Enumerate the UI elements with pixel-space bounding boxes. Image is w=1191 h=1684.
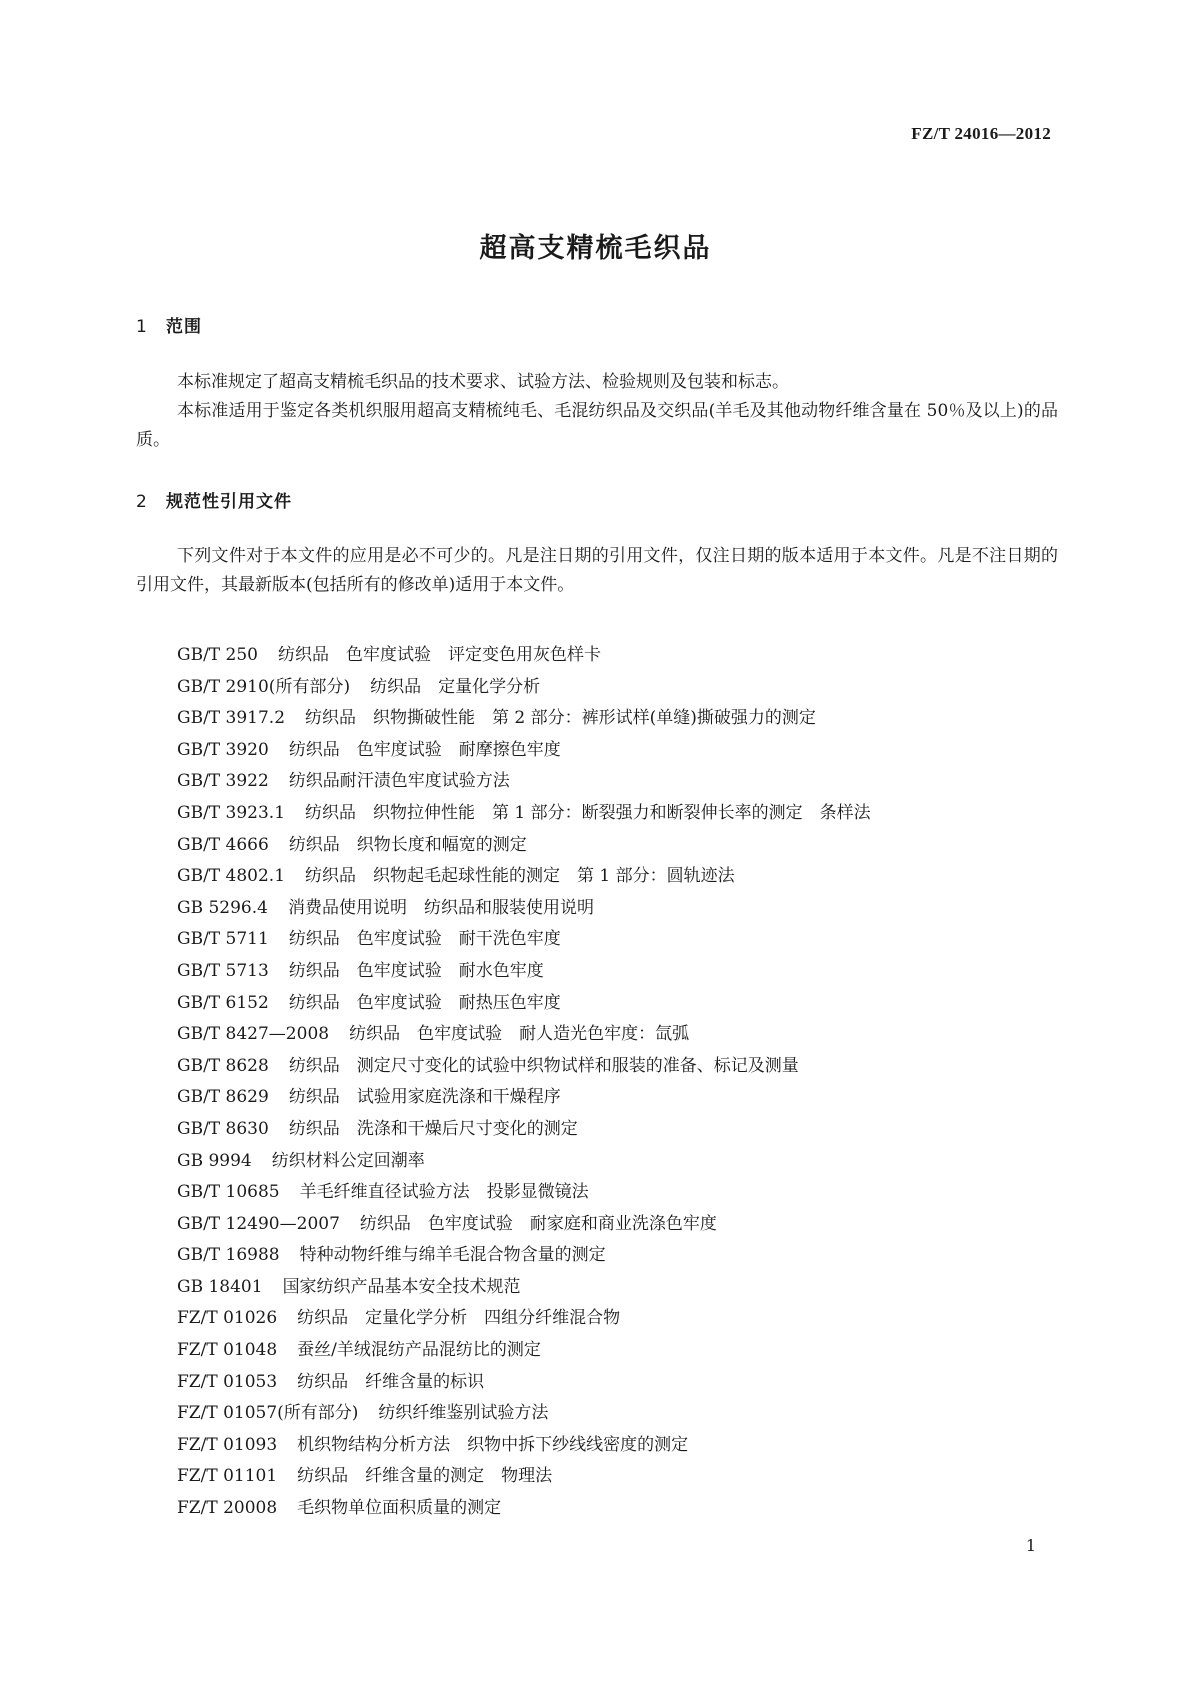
reference-title: 纺织品 织物拉伸性能 第 1 部分：断裂强力和断裂伸长率的测定 条样法: [305, 802, 871, 823]
reference-item: [177, 1114, 871, 1146]
reference-title: 特种动物纤维与绵羊毛混合物含量的测定: [299, 1245, 606, 1266]
document-title: 超高支精梳毛织品: [479, 233, 712, 264]
reference-item: [177, 672, 871, 704]
reference-item: [177, 830, 871, 862]
reference-item: [177, 735, 871, 767]
reference-code: GB/T 250: [177, 645, 258, 665]
reference-item: [177, 640, 871, 672]
reference-code: GB 5296.4: [177, 897, 268, 918]
reference-code: GB 9994: [177, 1150, 252, 1171]
reference-code: GB/T 5713: [177, 960, 269, 981]
reference-code: GB/T 4666: [177, 834, 269, 855]
reference-title: 毛织物单位面积质量的测定: [297, 1498, 502, 1519]
reference-title: 纺织品 织物起毛起球性能的测定 第 1 部分：圆轨迹法: [305, 866, 735, 887]
scope-paragraph-2: 本标准适用于鉴定各类机织服用超高支精梳纯毛、毛混纺织品及交织品(羊毛及其他动物纤维含量在 50％及以上)的品质。: [136, 401, 1058, 450]
reference-code: GB/T 4802.1: [177, 866, 286, 887]
reference-title: 消费品使用说明 纺织品和服装使用说明: [287, 897, 594, 918]
reference-item: [177, 1146, 871, 1178]
reference-code: GB/T 12490—2007: [177, 1213, 340, 1234]
reference-title: 国家纺织产品基本安全技术规范: [282, 1276, 521, 1297]
reference-title: 纺织品 定量化学分析: [370, 676, 541, 697]
section-title: 规范性引用文件: [166, 492, 292, 512]
reference-title: 纺织品 定量化学分析 四组分纤维混合物: [297, 1308, 621, 1329]
reference-code: GB/T 8629: [177, 1087, 269, 1108]
reference-title: 纺织品 色牢度试验 耐热压色牢度: [288, 992, 561, 1013]
reference-title: 机织物结构分析方法 织物中拆下纱线线密度的测定: [297, 1434, 689, 1455]
reference-title: 羊毛纤维直径试验方法 投影显微镜法: [299, 1182, 589, 1203]
reference-code: GB/T 6152: [177, 992, 269, 1013]
reference-item: [177, 861, 871, 893]
reference-code: FZ/T 20008: [177, 1498, 278, 1519]
reference-item: [177, 1177, 871, 1209]
reference-title: 蚕丝/羊绒混纺产品混纺比的测定: [297, 1340, 541, 1361]
reference-code: GB/T 5711: [177, 929, 269, 950]
reference-code: GB/T 10685: [177, 1182, 280, 1203]
reference-code: FZ/T 01057(所有部分): [177, 1403, 359, 1424]
reference-code: GB/T 3920: [177, 739, 269, 760]
section-number: 2: [136, 492, 148, 512]
references-intro-paragraph: 下列文件对于本文件的应用是必不可少的。凡是注日期的引用文件，仅注日期的版本适用于本文件。凡是不注日期的引用文件，其最新版本(包括所有的修改单)适用于本文件。: [136, 546, 1058, 595]
page-number: 1: [1025, 1536, 1036, 1555]
reference-item: [177, 1082, 871, 1114]
reference-title: 纺织品 洗涤和干燥后尺寸变化的测定: [288, 1118, 578, 1139]
reference-item: [177, 798, 871, 830]
standard-code: FZ/T 24016—2012: [911, 124, 1051, 143]
reference-item: [177, 893, 871, 925]
reference-title: 纺织品 色牢度试验 耐摩擦色牢度: [288, 739, 561, 760]
scope-paragraph-1: 本标准规定了超高支精梳毛织品的技术要求、试验方法、检验规则及包装和标志。: [177, 372, 789, 392]
section-heading-normative-references: [136, 487, 292, 512]
reference-item: [177, 1367, 871, 1399]
reference-code: GB/T 8427—2008: [177, 1024, 330, 1045]
reference-code: FZ/T 01101: [177, 1466, 278, 1487]
reference-title: 纺织纤维鉴别试验方法: [378, 1403, 549, 1424]
reference-item: [177, 703, 871, 735]
reference-code: GB/T 3923.1: [177, 802, 286, 823]
reference-item: [177, 988, 871, 1020]
reference-title: 纺织品 试验用家庭洗涤和干燥程序: [288, 1087, 561, 1108]
reference-item: [177, 1272, 871, 1304]
section-title: 范围: [166, 317, 202, 337]
reference-title: 纺织品 色牢度试验 耐人造光色牢度：氙弧: [349, 1024, 690, 1045]
reference-title: 纺织品 色牢度试验 耐干洗色牢度: [288, 929, 561, 950]
reference-code: GB 18401: [177, 1276, 263, 1297]
reference-title: 纺织品 色牢度试验 耐水色牢度: [288, 960, 544, 981]
reference-item: [177, 956, 871, 988]
section-number: 1: [136, 317, 148, 337]
reference-item: [177, 1019, 871, 1051]
reference-item: [177, 1461, 871, 1493]
reference-code: GB/T 3917.2: [177, 708, 286, 729]
reference-title: 纺织品 测定尺寸变化的试验中织物试样和服装的准备、标记及测量: [288, 1055, 799, 1076]
reference-title: 纺织品 织物长度和幅宽的测定: [288, 834, 527, 855]
reference-code: GB/T 3922: [177, 771, 269, 792]
reference-item: [177, 924, 871, 956]
reference-code: FZ/T 01093: [177, 1434, 278, 1455]
reference-code: GB/T 8628: [177, 1055, 269, 1076]
reference-item: [177, 1051, 871, 1083]
reference-title: 纺织品耐汗渍色牢度试验方法: [288, 771, 510, 792]
reference-title: 纺织品 色牢度试验 耐家庭和商业洗涤色牢度: [359, 1213, 717, 1234]
reference-code: FZ/T 01048: [177, 1340, 278, 1361]
section-heading-scope: [136, 312, 202, 337]
reference-title: 纺织品 纤维含量的标识: [297, 1371, 485, 1392]
reference-item: [177, 1240, 871, 1272]
reference-code: FZ/T 01026: [177, 1308, 278, 1329]
reference-item: [177, 1493, 871, 1525]
reference-title: 纺织品 纤维含量的测定 物理法: [297, 1466, 553, 1487]
reference-item: [177, 1398, 871, 1430]
reference-code: GB/T 8630: [177, 1118, 269, 1139]
reference-title: 纺织材料公定回潮率: [271, 1150, 425, 1171]
reference-title: 纺织品 色牢度试验 评定变色用灰色样卡: [278, 645, 601, 665]
reference-item: [177, 766, 871, 798]
reference-item: [177, 1430, 871, 1462]
reference-code: GB/T 2910(所有部分): [177, 676, 351, 697]
reference-item: [177, 1303, 871, 1335]
reference-item: [177, 1209, 871, 1241]
reference-list: [177, 640, 871, 1525]
reference-code: GB/T 16988: [177, 1245, 280, 1266]
reference-title: 纺织品 织物撕破性能 第 2 部分：裤形试样(单缝)撕破强力的测定: [305, 708, 816, 729]
reference-item: [177, 1335, 871, 1367]
reference-code: FZ/T 01053: [177, 1371, 278, 1392]
